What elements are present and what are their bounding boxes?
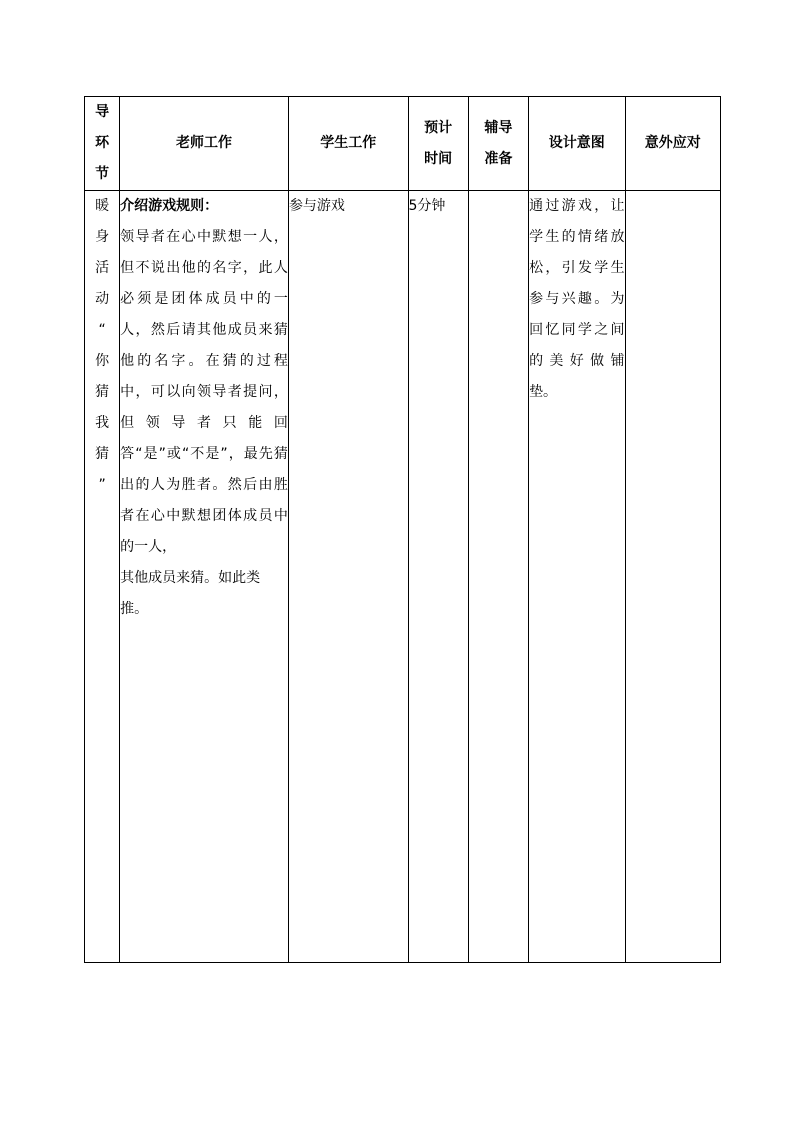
teacher-work-cell [120,191,289,963]
header-intent: 设计意图 [529,97,625,191]
header-prep [468,97,528,191]
header-time [408,97,468,191]
stage-char: 暖 [95,198,110,214]
table-row [85,191,721,963]
stage-char: 活 [95,260,110,276]
header-prep-line: 准备 [484,150,513,167]
time-cell: 5分钟 [408,191,468,963]
header-stage-char: 节 [95,166,110,182]
teacher-work-title: 介绍游戏规则： [120,198,219,214]
prep-cell [468,191,528,963]
stage-char: 你 [95,353,110,369]
stage-char: 猜 [95,384,110,400]
header-row [85,97,721,191]
teacher-work-text: 领导者在心中默想一人，但不说出他的名字，此人必须是团体成员中的一人，然后请其他成员来猜他的名字。在猜的过程中，可以向领导者提问，但领导者只能回答“是”或“不是”，最先猜出的人为胜者。然后由胜者在心中默想团体成员中的一人， [120,229,288,555]
header-student: 学生工作 [288,97,408,191]
student-work-cell: 参与游戏 [288,191,408,963]
stage-cell [85,191,120,963]
stage-char: 我 [95,415,110,431]
stage-char: “ [98,322,106,338]
header-stage [85,97,120,191]
stage-char: 猜 [95,446,110,462]
stage-char: 身 [95,229,110,245]
header-stage-char: 导 [95,104,110,120]
teacher-work-tail: 其他成员来猜。如此类推。 [120,570,261,617]
header-contingency: 意外应对 [625,97,720,191]
header-stage-char: 环 [95,135,110,151]
stage-char: 动 [95,291,110,307]
header-time-line: 预计 [424,119,453,136]
design-intent-cell: 通过游戏，让学生的情绪放松，引发学生参与兴趣。为回忆同学之间的美好做铺垫。 [529,191,625,963]
header-time-line: 时间 [424,150,453,167]
lesson-plan-table [84,96,721,963]
stage-char: ” [98,477,106,493]
header-prep-line: 辅导 [484,119,513,136]
contingency-cell [625,191,720,963]
header-teacher: 老师工作 [120,97,289,191]
